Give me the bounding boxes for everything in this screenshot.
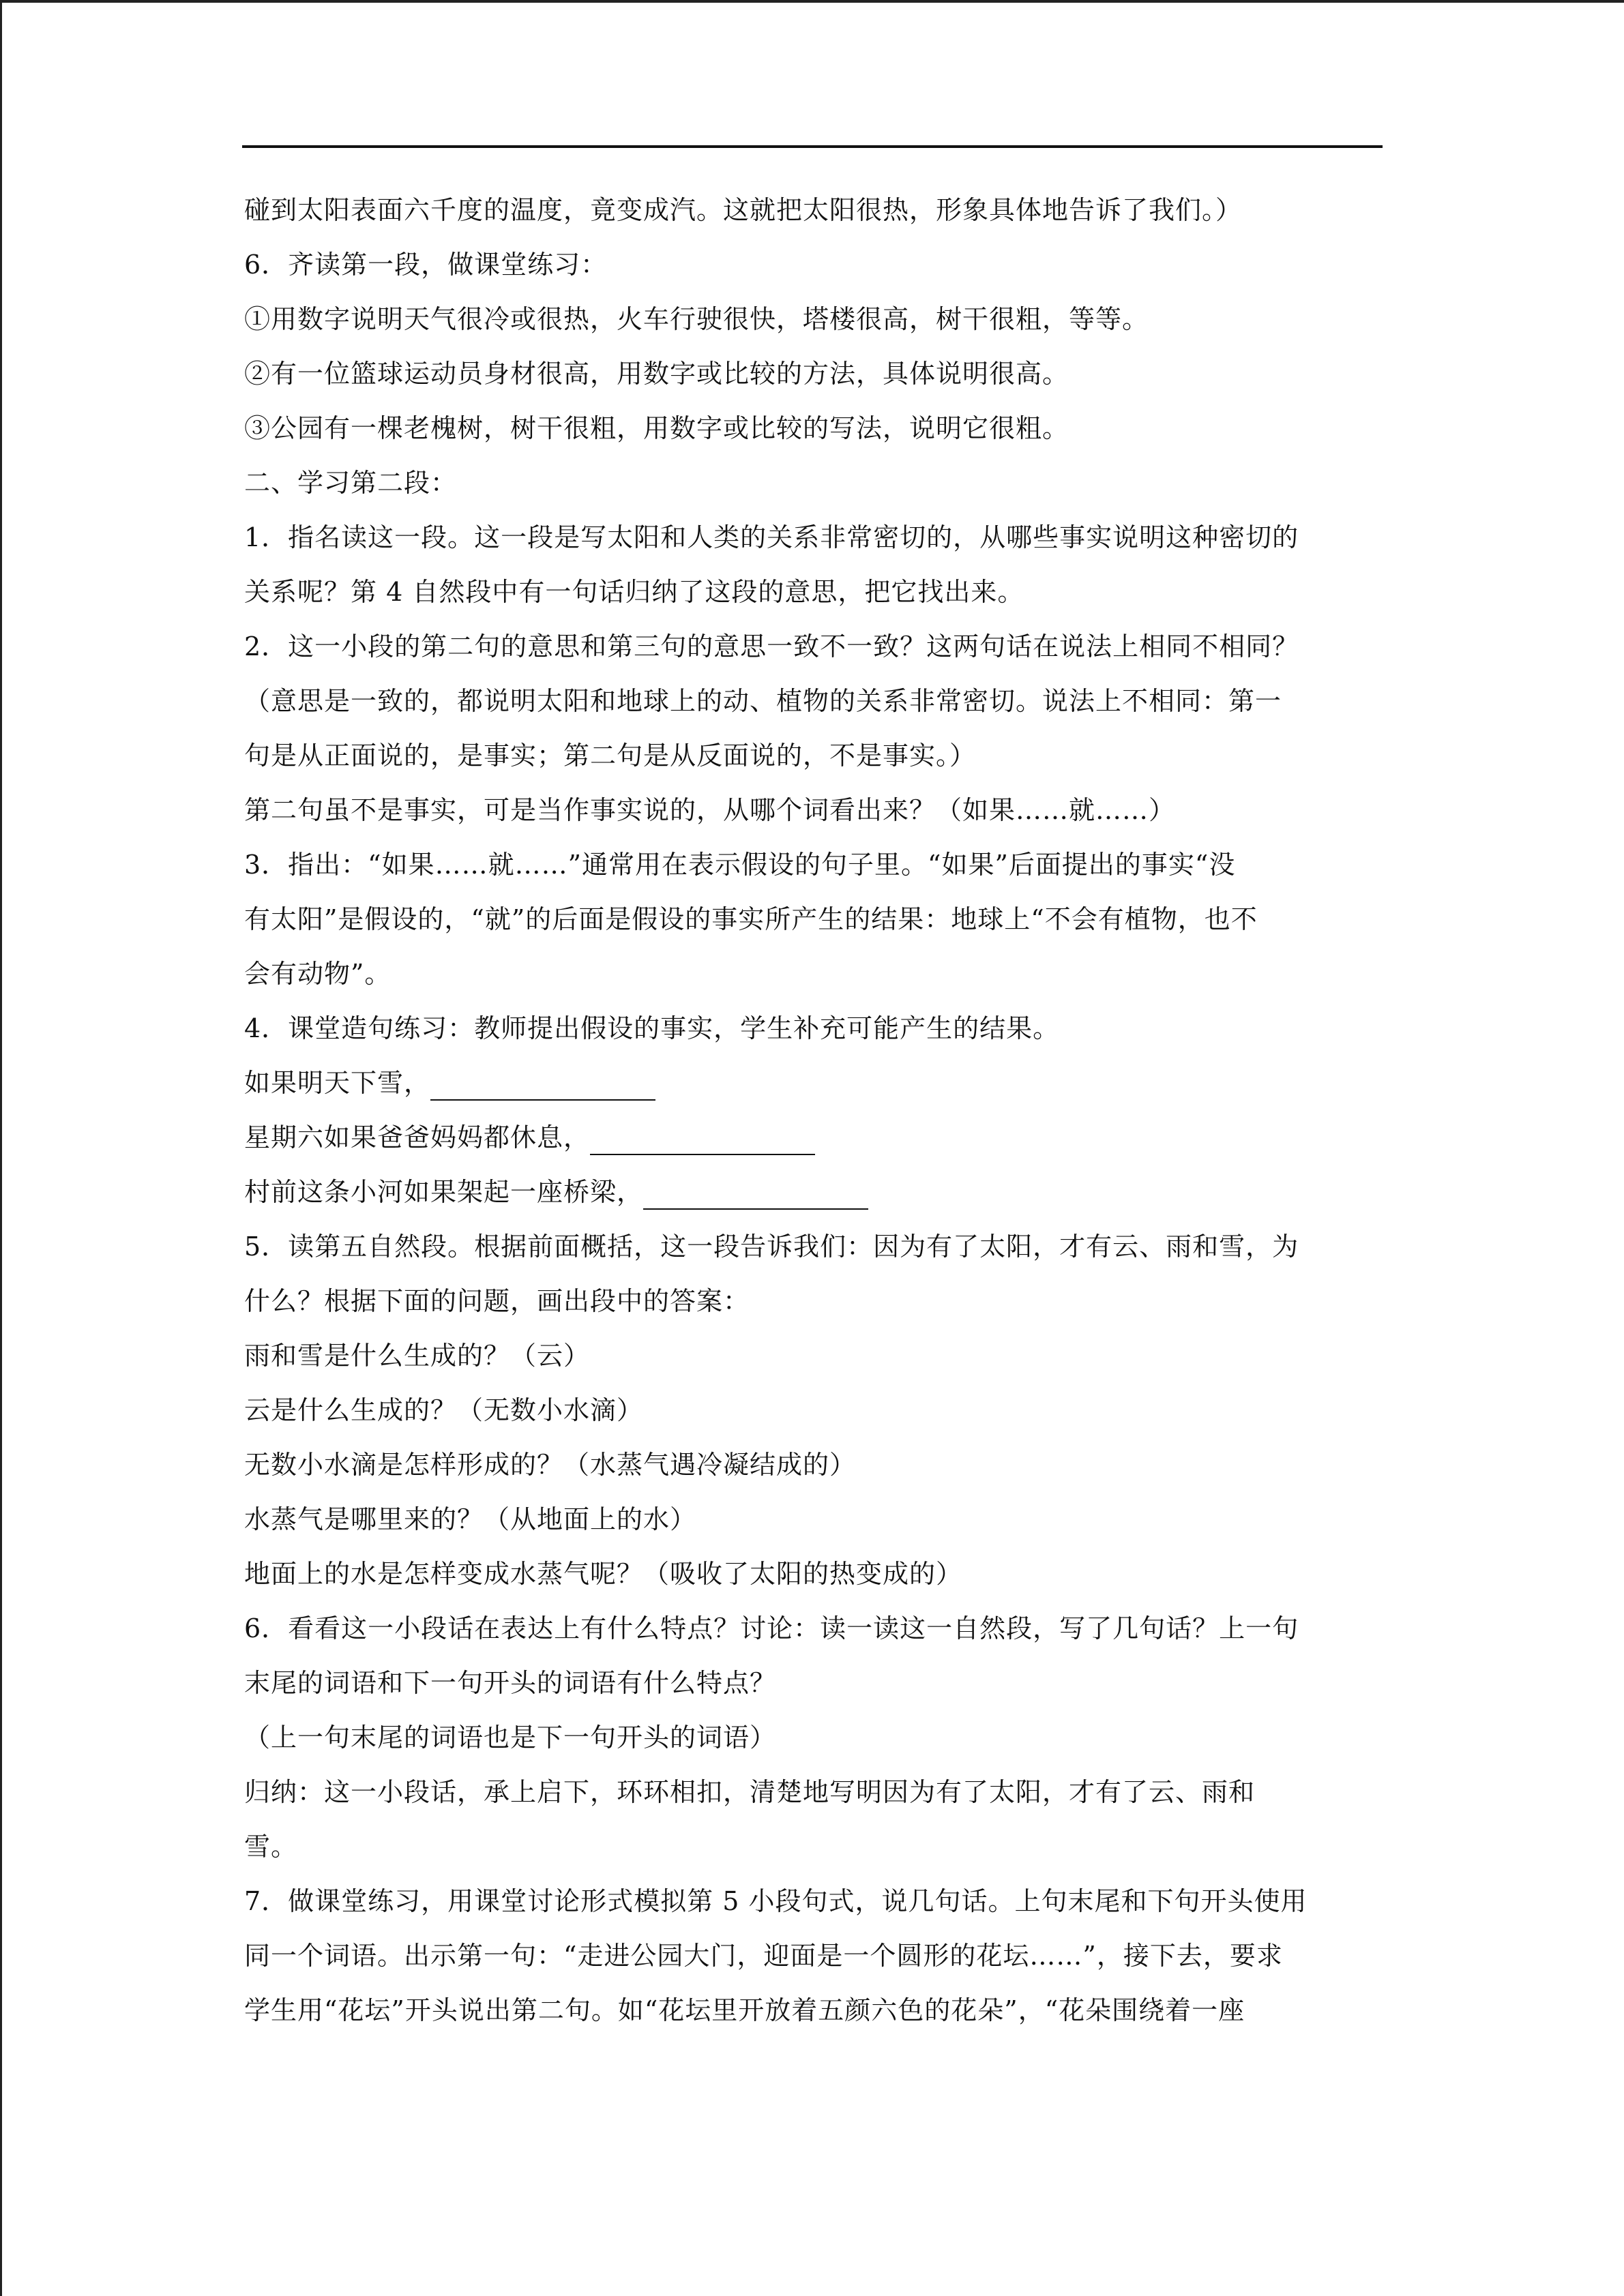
- text-line: 有太阳”是假设的，“就”的后面是假设的事实所产生的结果：地球上“不会有植物，也不: [244, 904, 1258, 934]
- page-top-border: [0, 0, 1624, 3]
- text-line: 3．指出：“如果……就……”通常用在表示假设的句子里。“如果”后面提出的事实“没: [244, 850, 1236, 880]
- text-line: 1．指名读这一段。这一段是写太阳和人类的关系非常密切的，从哪些事实说明这种密切的: [244, 522, 1299, 552]
- text-line: 6．齐读第一段，做课堂练习：: [244, 250, 608, 280]
- text-line: （意思是一致的，都说明太阳和地球上的动、植物的关系非常密切。说法上不相同：第一: [244, 686, 1282, 716]
- text-line: 6．看看这一小段话在表达上有什么特点？讨论：读一读这一自然段，写了几句话？上一句: [244, 1613, 1299, 1643]
- header-rule: [242, 145, 1383, 148]
- answer-blank[interactable]: [590, 1120, 815, 1155]
- section-heading: 二、学习第二段：: [244, 468, 458, 498]
- fill-in-line: [244, 1056, 1387, 1110]
- text-line: 7．做课堂练习，用课堂讨论形式模拟第 5 小段句式，说几句话。上句末尾和下句开头使用: [244, 1886, 1308, 1916]
- text-line: 归纳：这一小段话，承上启下，环环相扣，清楚地写明因为有了太阳，才有了云、雨和: [244, 1777, 1256, 1807]
- text-line: 关系呢？第 4 自然段中有一句话归纳了这段的意思，把它找出来。: [244, 577, 1024, 607]
- fill-in-prompt: 如果明天下雪，: [244, 1068, 431, 1098]
- text-line: ③公园有一棵老槐树，树干很粗，用数字或比较的写法，说明它很粗。: [244, 413, 1069, 443]
- text-line: 地面上的水是怎样变成水蒸气呢？（吸收了太阳的热变成的）: [244, 1559, 963, 1589]
- text-line: 同一个词语。出示第一句：“走进公园大门，迎面是一个圆形的花坛……”，接下去，要求: [244, 1941, 1283, 1971]
- answer-blank[interactable]: [643, 1174, 868, 1210]
- fill-in-prompt: 村前这条小河如果架起一座桥梁，: [244, 1177, 644, 1207]
- fill-in-line: [244, 1110, 1387, 1165]
- text-line: 云是什么生成的？（无数小水滴）: [244, 1395, 644, 1425]
- text-line: （上一句末尾的词语也是下一句开头的词语）: [244, 1723, 777, 1753]
- text-line: ②有一位篮球运动员身材很高，用数字或比较的方法，具体说明很高。: [244, 359, 1069, 389]
- page-left-border: [0, 0, 2, 2296]
- text-line: 雨和雪是什么生成的？（云）: [244, 1341, 591, 1371]
- text-line: 4．课堂造句练习：教师提出假设的事实，学生补充可能产生的结果。: [244, 1013, 1060, 1043]
- text-line: 末尾的词语和下一句开头的词语有什么特点？: [244, 1668, 777, 1698]
- document-body: [244, 183, 1387, 2038]
- text-line: 2．这一小段的第二句的意思和第三句的意思一致不一致？这两句话在说法上相同不相同？: [244, 631, 1299, 661]
- text-line: 水蒸气是哪里来的？（从地面上的水）: [244, 1504, 697, 1534]
- text-line: 碰到太阳表面六千度的温度，竟变成汽。这就把太阳很热，形象具体地告诉了我们。）: [244, 195, 1243, 225]
- text-line: 雪。: [244, 1832, 298, 1862]
- text-line: 学生用“花坛”开头说出第二句。如“花坛里开放着五颜六色的花朵”，“花朵围绕着一座: [244, 1995, 1245, 2025]
- text-line: 什么？根据下面的问题，画出段中的答案：: [244, 1286, 750, 1316]
- text-line: 第二句虽不是事实，可是当作事实说的，从哪个词看出来？（如果……就……）: [244, 795, 1176, 825]
- fill-in-line: [244, 1165, 1387, 1219]
- text-line: 5．读第五自然段。根据前面概括，这一段告诉我们：因为有了太阳，才有云、雨和雪，为: [244, 1232, 1299, 1262]
- text-line: 无数小水滴是怎样形成的？（水蒸气遇冷凝结成的）: [244, 1450, 857, 1480]
- text-line: ①用数字说明天气很冷或很热，火车行驶很快，塔楼很高，树干很粗，等等。: [244, 304, 1149, 334]
- answer-blank[interactable]: [430, 1065, 655, 1101]
- fill-in-prompt: 星期六如果爸爸妈妈都休息，: [244, 1122, 591, 1152]
- text-line: 会有动物”。: [244, 959, 392, 989]
- text-line: 句是从正面说的，是事实；第二句是从反面说的，不是事实。）: [244, 741, 977, 771]
